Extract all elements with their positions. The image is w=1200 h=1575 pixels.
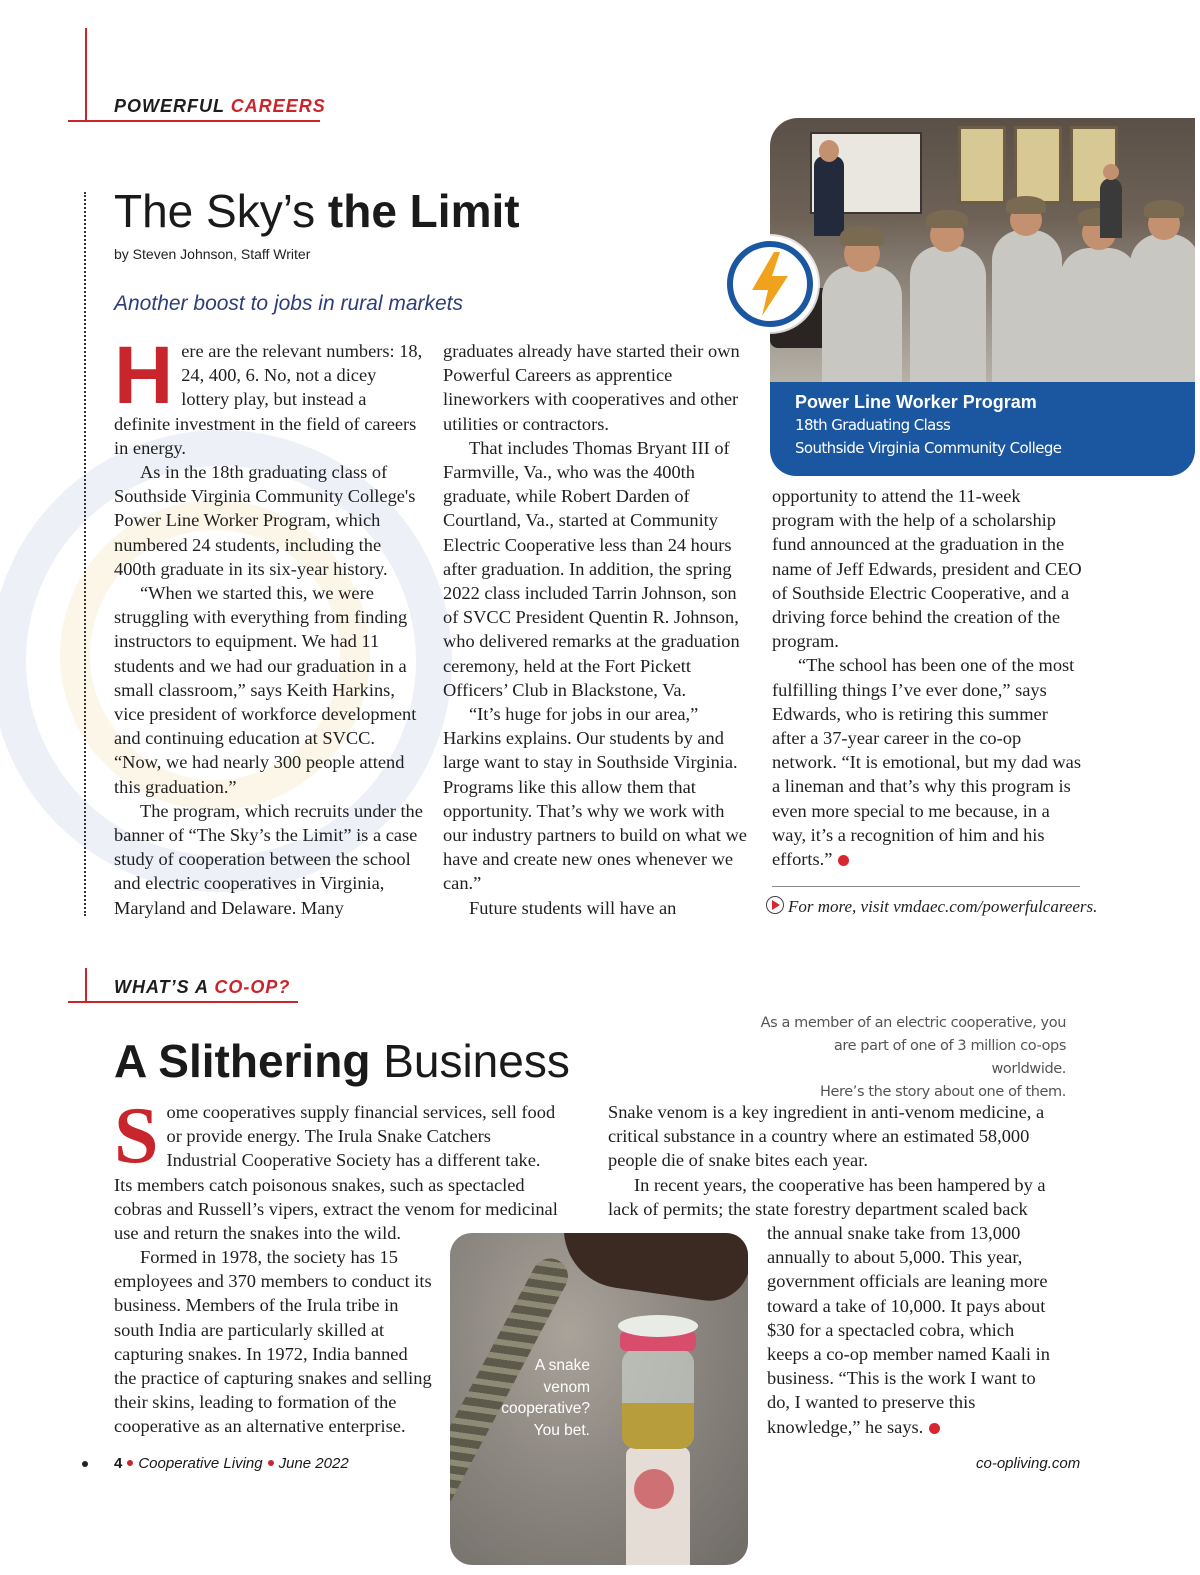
footer-bullet [82, 1461, 88, 1467]
end-mark-icon [929, 1423, 940, 1434]
paragraph: Formed in 1978, the society has 15 employees and 370 members to conduct its business. Members of the Irula tribe in south India are particularly skilled at capturing snakes. In 1972, India banned the practice of capturing snakes and selling their skins, leading to formation of the cooperative as an alternative enterprise. [114, 1247, 432, 1437]
caption-line: 18th Graduating Class [795, 416, 951, 434]
note-line: Here’s the story about one of them. [820, 1084, 1066, 1100]
lightning-bolt-icon [722, 236, 818, 332]
paragraph: The program, which recruits under the banner of “The Sky’s the Limit” is a case study of cooperation between the school and electric cooperatives in Virginia, Maryland and Delaware. Many [114, 800, 423, 918]
paragraph-text: ome cooperatives supply financial services, sell food or provide energy. The Irula Snake Catchers Industrial Cooperative Society has a different take. Its members catch poisonous snakes, such as spectacled cobras and Russell’s vipers, extract the venom for medicinal use and return the snakes into the wild. [114, 1102, 558, 1244]
photo-caption-box [770, 382, 1195, 476]
dotted-rule [84, 192, 86, 916]
title-normal: The Sky’s [114, 185, 328, 237]
caption-title: Power Line Worker Program [795, 392, 1037, 412]
article-column-2 [443, 339, 753, 920]
section-tag-underline [68, 120, 320, 122]
caption-line: You bet. [533, 1421, 590, 1439]
divider [772, 886, 1080, 887]
magazine-name: Cooperative Living [138, 1455, 263, 1472]
paragraph-text: “The school has been one of the most fulfilling things I’ve ever done,” says Edwards, who is retiring this summer after a 37-year career in the co-op network. “It is emotional, but my dad was a lineman and that’s why this program is even more special to me because, in a way, it’s a recognition of him and his efforts.” [772, 655, 1082, 870]
paragraph: That includes Thomas Bryant III of Farmville, Va., who was the 400th graduate, while Robert Darden of Courtland, Va., started at Community Electric Cooperative less than 24 hours after graduation. In addition, the spring 2022 class included Tarrin Johnson, son of SVCC President Quentin R. Johnson, who delivered remarks at the graduation ceremony, held at the Fort Pickett Officers’ Club in Blackstone, Va. [443, 437, 740, 700]
more-link-text: For more, visit vmdaec.com/powerfulcareers. [788, 897, 1098, 916]
paragraph: Future students will have an [469, 897, 677, 918]
title-bold: A Slithering [114, 1035, 371, 1087]
paragraph [767, 1221, 1059, 1439]
article-title [114, 1034, 570, 1088]
paragraph [772, 653, 1084, 871]
section-tag-bar [85, 968, 87, 1002]
page-footer [114, 1455, 349, 1472]
byline: by Steven Johnson, Staff Writer [114, 246, 311, 262]
snake-column-1a [114, 1092, 562, 1245]
paragraph: As in the 18th graduating class of Southside Virginia Community College's Power Line Worker Program, which numbered 24 students, including the 400th graduate in its six-year history. [114, 462, 416, 579]
article-column-1 [114, 330, 424, 920]
graduation-photo [770, 118, 1195, 383]
end-mark-icon [838, 855, 849, 866]
drop-cap: H [114, 330, 174, 421]
section-tag-powerful-careers [114, 96, 326, 117]
article-title [114, 184, 520, 238]
tag-prefix: POWERFUL [114, 96, 225, 116]
play-icon [766, 896, 784, 914]
drop-cap: S [114, 1092, 159, 1180]
paragraph: graduates already have started their own Powerful Careers as apprentice lineworkers with cooperatives and other utilities or contractors. [443, 341, 740, 434]
subhead: Another boost to jobs in rural markets [114, 292, 464, 315]
tag-prefix: WHAT’S A [114, 977, 209, 997]
section-tag-underline [68, 1001, 298, 1003]
caption-line: venom [543, 1378, 590, 1396]
footer-url[interactable]: co-opliving.com [976, 1455, 1081, 1472]
issue-date: June 2022 [278, 1455, 349, 1472]
paragraph-text: ere are the relevant numbers: 18, 24, 400, 6. No, not a dicey lottery play, but instead a definite investment in the field of careers in energy. [114, 341, 423, 458]
photo-caption [478, 1355, 590, 1441]
coop-note [760, 1012, 1066, 1104]
section-tag-bar [85, 28, 87, 120]
paragraph: Snake venom is a key ingredient in anti-venom medicine, a critical substance in a country where an estimated 58,000 people die of snake bites each year. [608, 1102, 1045, 1171]
more-info-link[interactable] [766, 896, 1097, 917]
snake-venom-photo [450, 1233, 748, 1565]
caption-line: Southside Virginia Community College [795, 439, 1062, 457]
paragraph: “When we started this, we were struggling with everything from finding instructors to equipment. We had 11 students and we had our graduation in a small classroom,” says Keith Harkins, vice president of workforce development and continuing education at SVCC. “Now, we had nearly 300 people attend this graduation.” [114, 583, 417, 797]
section-tag-whats-a-coop [114, 977, 290, 998]
snake-column-2a [608, 1100, 1056, 1221]
hand [556, 1233, 748, 1306]
snake-column-2b [767, 1221, 1059, 1439]
paragraph: opportunity to attend the 11-week program with the help of a scholarship fund announced at the graduation in the name of Jeff Edwards, president and CEO of Southside Electric Cooperative, and a driving force behind the creation of the program. [772, 486, 1082, 652]
caption-line: cooperative? [501, 1400, 590, 1417]
article-column-3 [772, 484, 1084, 871]
note-line: are part of one of 3 million co-ops worldwide. [833, 1038, 1066, 1077]
paragraph [114, 330, 424, 460]
title-bold: the Limit [327, 185, 520, 237]
paragraph: “It’s huge for jobs in our area,” Harkins explains. Our students by and large want to stay in Southside Virginia. Programs like this allow them that opportunity. That’s why we work with our industry partners to build on what we have and create new ones whenever we can.” [443, 704, 747, 894]
caption-line: A snake [534, 1357, 590, 1374]
note-line: As a member of an electric cooperative, you [760, 1015, 1066, 1031]
tag-accent: CO-OP? [214, 977, 291, 997]
snake-column-1b [114, 1245, 434, 1439]
paragraph: In recent years, the cooperative has been hampered by a lack of permits; the state forestry department scaled back [608, 1174, 1046, 1219]
title-normal: Business [370, 1035, 570, 1087]
paragraph [114, 1092, 562, 1245]
page-number: 4 [114, 1455, 123, 1472]
tag-accent: CAREERS [230, 96, 326, 116]
paragraph-text: the annual snake take from 13,000 annually to about 5,000. This year, government officials are leaning more toward a take of 10,000. It pays about $30 for a spectacled cobra, which keeps a co-op member named Kaali in business. “This is the work I want to do, I wanted to preserve this knowledge,” he says. [767, 1223, 1050, 1437]
